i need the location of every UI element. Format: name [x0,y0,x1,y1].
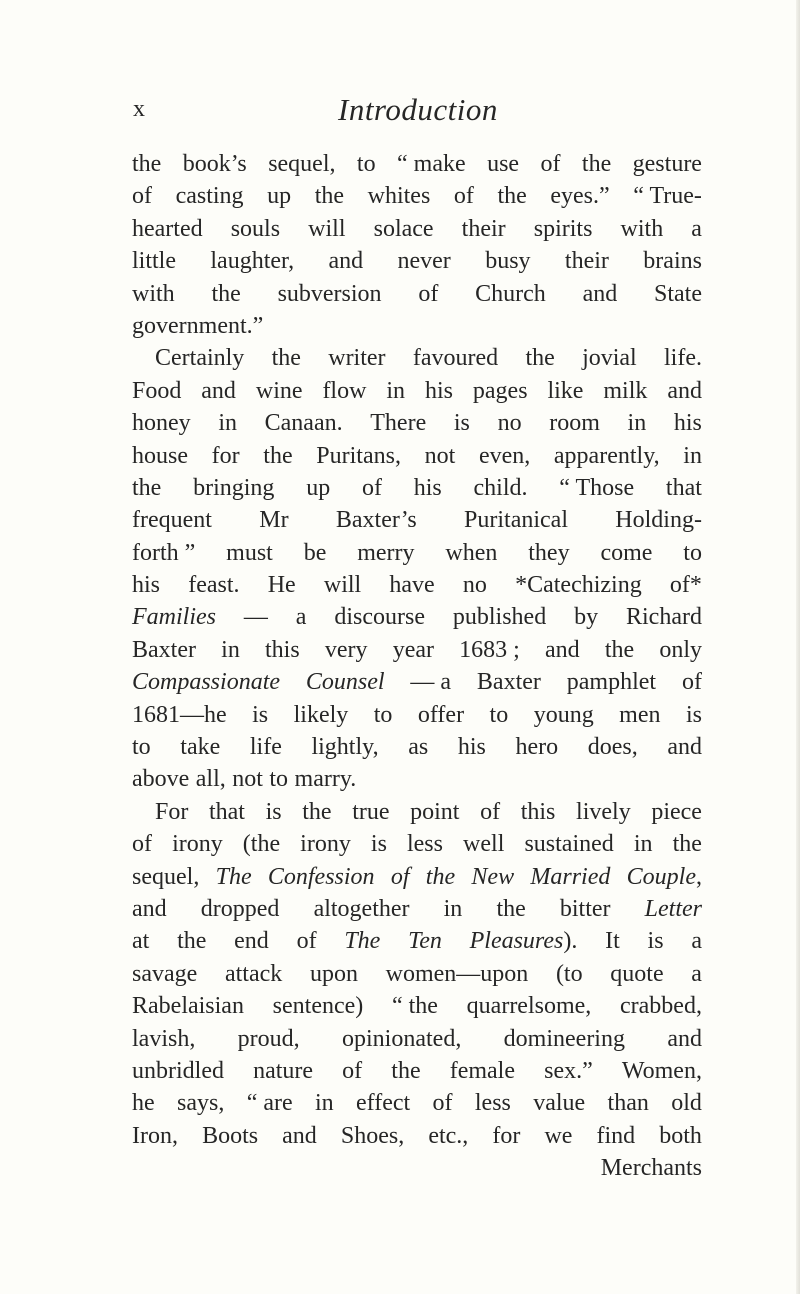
word: of [480,798,501,825]
word: of [418,280,439,307]
word: “ True- [633,183,702,210]
text-line [132,310,702,342]
text-line [132,537,702,569]
word: souls [230,215,281,242]
word: his [413,474,442,501]
word: the [604,636,635,663]
word: women—upon [385,960,529,987]
word: spirits [533,215,593,242]
word: frequent [132,507,212,534]
word: no [462,572,487,599]
word: house [132,442,188,469]
word: his [673,410,702,437]
word: when [445,539,498,566]
word: the [132,474,162,501]
word: as [408,734,429,761]
word: in [221,636,240,663]
word: to [489,701,509,728]
word: and [282,1122,317,1149]
word: is [647,928,664,955]
word: casting [175,183,244,210]
word: hero [515,734,559,761]
word: well [463,831,505,858]
word: Married [530,863,611,890]
word: not [232,766,263,793]
word: laughter, [210,248,295,275]
word: solace [373,215,434,242]
word: that [208,798,245,825]
word: in [443,895,463,922]
word: with [132,280,175,307]
word: child. [473,474,528,501]
word: sequel, [268,151,336,177]
word: like [547,377,584,404]
word: take [180,734,221,761]
word: the [177,928,207,955]
word: Mr [259,507,289,534]
text-line [132,440,702,472]
word: very [324,636,368,663]
word: above [132,766,190,793]
word: wine [255,377,303,404]
word: of [540,151,561,177]
word: bringing [193,474,275,501]
word: pamphlet [566,669,657,696]
text-line [132,278,702,310]
word: savage [132,960,198,987]
word: — [243,604,268,631]
word: Boots [202,1122,259,1149]
text-line [132,893,702,925]
word: to [132,734,151,761]
word: in [386,377,406,404]
word: nature [253,1057,314,1084]
word: only [659,636,702,663]
word: this [520,798,556,825]
word: says, [177,1090,225,1117]
word: never [397,248,451,275]
word: life. [664,345,702,372]
word: Canaan. [264,410,343,437]
word: with [620,215,664,242]
word: “ Those [559,474,635,501]
word: even, [478,442,531,469]
word: Rabelaisian [132,993,244,1020]
word: Baxter’s [335,507,417,534]
word: end [234,928,269,955]
word: “ the [391,993,438,1020]
text-line [132,796,702,828]
word: Baxter [132,636,196,663]
word: sustained [524,831,614,858]
word: that [665,474,702,501]
word: Iron, [132,1122,178,1149]
word: lively [576,798,631,825]
word: 1681—he [132,701,227,728]
word: in [218,410,237,437]
word: the [391,1057,421,1084]
word: his [132,572,161,599]
word: 1683 ; [459,636,520,663]
word: It [605,928,620,955]
word: all, [195,766,226,793]
word: irony [300,831,351,858]
text-line [132,1087,702,1119]
word: Ten [408,928,442,955]
word: — a [410,669,452,696]
word: gesture [632,151,702,177]
word: discourse [334,604,425,631]
word: piece [651,798,702,825]
word: by [574,604,599,631]
text-line [132,925,702,957]
word: irony [172,831,223,858]
word: (the [242,831,281,858]
word: Puritanical [464,507,568,534]
word: does, [587,734,638,761]
text-line [132,407,702,439]
word: will [308,215,346,242]
word: little [132,248,176,275]
word: old [671,1090,702,1117]
word: is [453,410,470,437]
word: is [252,701,269,728]
text-line [132,213,702,245]
word: The [215,863,252,890]
word: There [370,410,427,437]
word: (to [555,960,583,987]
word: up [267,183,292,210]
running-head-title: Introduction [338,92,498,127]
word: Church [475,280,546,307]
word: in [633,831,653,858]
word: Richard [625,604,702,631]
word: writer [328,345,386,372]
text-line [132,504,702,536]
word: quarrelsome, [466,993,592,1020]
word: of [132,183,152,210]
text-line [132,699,702,731]
text-line [132,666,702,698]
word: a [295,604,307,631]
word: to [269,766,289,793]
text-line [132,1120,702,1152]
word: and [545,636,580,663]
word: no [497,410,522,437]
word: favoured [412,345,499,372]
word: have [389,572,435,599]
text-line [132,763,702,795]
word: they [528,539,570,566]
word: opinionated, [342,1025,462,1052]
word: busy [485,248,531,275]
word: and [328,248,364,275]
word: Merchants [600,1155,702,1182]
text-line [132,375,702,407]
text-line [132,1023,702,1055]
word: marry. [294,766,357,793]
word: men [619,701,661,728]
word: likely [293,701,349,728]
word: find [596,1122,636,1149]
text-line [132,180,702,212]
word: both [659,1122,702,1149]
word: than [607,1090,649,1117]
word: the [132,151,162,177]
word: to [356,151,376,177]
word: up [306,474,331,501]
page-edge [796,0,800,1294]
word: merry [357,539,415,566]
word: for [211,442,240,469]
word: forth ” [132,539,196,566]
word: and [667,377,702,404]
word: book’s [182,151,247,177]
word: offer [417,701,465,728]
word: we [544,1122,573,1149]
text-line [132,958,702,990]
page-number: x [133,96,146,122]
text-line [132,861,702,893]
word: of [432,1090,453,1117]
word: this [265,636,300,663]
word: crabbed, [620,993,702,1020]
word: the [302,798,332,825]
word: to [683,539,702,566]
word: flow [322,377,367,404]
word: Certainly [155,345,245,372]
word: upon [309,960,358,987]
word: in [683,442,702,469]
running-head [132,92,702,132]
word: their [564,248,609,275]
word: State [654,280,702,307]
word: effect [356,1090,411,1117]
word: the [525,345,555,372]
word: “ make [397,151,466,177]
word: be [303,539,327,566]
word: for [492,1122,521,1149]
word: the [672,831,702,858]
word: life [249,734,282,761]
word: is [685,701,702,728]
word: dropped [200,895,280,922]
word: bitter [559,895,611,922]
word: a [691,960,702,987]
word: their [461,215,506,242]
word: of [296,928,317,955]
word: sex.” [544,1057,593,1084]
word: Couple, [626,863,702,890]
text-line [132,148,702,180]
word: He [267,572,296,599]
word: value [533,1090,586,1117]
text-line [132,342,702,374]
word: whites [367,183,431,210]
word: female [449,1057,516,1084]
word: of [453,183,474,210]
word: of [361,474,382,501]
word: government.” [132,312,264,339]
word: the [497,183,527,210]
word: unbridled [132,1057,224,1084]
body-text [132,148,702,1185]
word: *Catechizing [515,572,642,599]
word: attack [224,960,283,987]
word: eyes.” [550,183,610,210]
word: Compassionate [132,669,281,696]
word: point [410,798,460,825]
word: must [226,539,273,566]
word: Food [132,377,182,404]
text-line [132,245,702,277]
word: come [600,539,653,566]
word: sentence) [272,993,364,1020]
word: pages [472,377,528,404]
word: at [132,928,150,955]
word: quote [610,960,664,987]
word: of [342,1057,363,1084]
word: young [533,701,594,728]
word: Baxter [476,669,541,696]
word: the [581,151,612,177]
word: the [211,280,241,307]
word: will [323,572,362,599]
word: “ are [246,1090,293,1117]
word: his [457,734,486,761]
word: in [627,410,647,437]
text-line [132,731,702,763]
text-line [132,601,702,633]
word: is [370,831,387,858]
word: The [344,928,381,955]
word: use [487,151,520,177]
word: domineering [503,1025,625,1052]
word: subversion [277,280,382,307]
word: apparently, [553,442,660,469]
word: proud, [237,1025,300,1052]
word: Women, [621,1057,702,1084]
word: Shoes, [340,1122,405,1149]
word: the [496,895,526,922]
word: of [681,669,702,696]
word: Holding- [615,507,702,534]
word: brains [643,248,702,275]
word: and [667,1025,702,1052]
word: Confession [267,863,375,890]
word: feast. [188,572,240,599]
word: and [201,377,236,404]
word: sequel, [132,863,200,890]
word: the [271,345,301,372]
word: less [406,831,443,858]
word: is [265,798,282,825]
word: of [132,831,152,858]
word: lightly, [311,734,379,761]
word: true [352,798,390,825]
word: not [424,442,456,469]
word: of* [669,572,702,599]
text-line [132,1152,702,1184]
word: Counsel [305,669,385,696]
word: less [474,1090,511,1117]
word: Pleasures). [469,928,578,955]
word: jovial [582,345,637,372]
word: Letter [644,895,702,922]
word: and [667,734,702,761]
word: in [314,1090,334,1117]
word: milk [603,377,648,404]
word: Puritans, [316,442,401,469]
word: of [390,863,410,890]
word: the [314,183,345,210]
text-line [132,472,702,504]
word: etc., [428,1122,469,1149]
text-line [132,990,702,1022]
word: a [691,215,702,242]
word: year [392,636,434,663]
text-line [132,569,702,601]
word: hearted [132,215,203,242]
text-line [132,634,702,666]
word: Families [132,604,216,631]
text-line [132,828,702,860]
word: New [471,863,515,890]
word: his [424,377,453,404]
word: the [263,442,293,469]
word: and [582,280,618,307]
word: to [373,701,393,728]
word: and [132,895,167,922]
word: a [691,928,702,955]
word: For [155,798,189,825]
word: he [132,1090,155,1117]
word: room [549,410,600,437]
text-line [132,1055,702,1087]
word: lavish, [132,1025,196,1052]
word: published [452,604,547,631]
word: the [425,863,456,890]
word: altogether [313,895,410,922]
word: honey [132,410,191,437]
